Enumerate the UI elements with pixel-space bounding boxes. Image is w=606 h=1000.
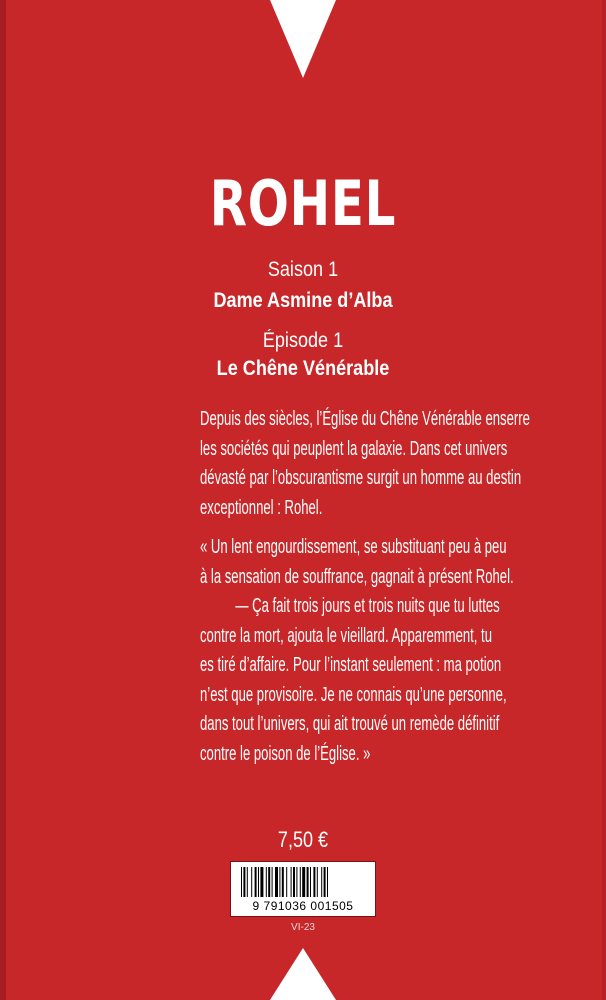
barcode-bar [293,867,295,897]
barcode-bar [241,867,242,897]
synopsis-line: les sociétés qui peuplent la galaxie. Dans cet univers [200,437,508,460]
excerpt-line: à la sensation de souffrance, gagnait à présent Rohel. [200,565,514,588]
barcode-bar [317,867,318,897]
book-title: ROHEL [209,167,397,240]
excerpt-line: « Un lent engourdissement, se substituant peu à peu [200,536,507,558]
isbn-barcode [230,861,376,917]
synopsis-line: exceptionnel : Rohel. [200,496,323,519]
cover-left-edge [0,0,6,1000]
top-notch [270,0,336,78]
barcode-bar [272,867,273,897]
synopsis-paragraph [200,405,606,523]
synopsis-line: Depuis des siècles, l’Église du Chêne Vénérable enserre [200,408,530,430]
barcode-bar [296,867,297,897]
synopsis-line: dévasté par l’obscurantisme surgit un homme au destin [200,467,522,489]
bottom-notch [270,948,336,1000]
barcode-bar [258,867,259,897]
barcode-bar [321,867,322,897]
barcode-bars [241,867,365,897]
barcode-bar [291,867,292,897]
barcode-bar [310,867,311,897]
barcode-bar [266,867,267,897]
excerpt-line: contre la mort, ajouta le vieillard. Apparemment, tu [200,624,492,647]
barcode-bar [275,867,278,897]
barcode-bar [251,867,252,897]
barcode-bar [327,867,328,897]
season-title: Dame Asmine d’Alba [213,289,393,312]
excerpt-line: dans tout l’univers, qui ait trouvé un remède définitif [200,713,500,735]
barcode-bar [286,867,287,897]
excerpt-line: contre le poison de l’Église. » [200,742,371,765]
excerpt-line: es tiré d’affaire. Pour l’instant seulement : ma potion [200,654,502,676]
barcode-bar [268,867,270,897]
barcode-bar [302,867,305,897]
season-label: Saison 1 [267,258,339,281]
barcode-bar [243,867,245,897]
episode-label: Épisode 1 [262,329,344,352]
price-label: 7,50 € [277,827,329,852]
barcode-bar [247,867,248,897]
excerpt-line: — Ça fait trois jours et trois nuits que tu luttes [235,595,500,617]
excerpt-line: n’est que provisoire. Je ne connais qu’une personne, [200,683,507,706]
barcode-bar [300,867,301,897]
episode-title: Le Chêne Vénérable [216,357,390,380]
barcode-bar [260,867,263,897]
barcode-bar [282,867,284,897]
barcode-bar [307,867,309,897]
reference-code: VI-23 [291,922,315,933]
barcode-bar [279,867,280,897]
excerpt-quote [200,533,606,769]
barcode-number: 9 791036 001505 [252,899,354,913]
barcode-bar [324,867,326,897]
barcode-bar [313,867,315,897]
barcode-bar [255,867,257,897]
